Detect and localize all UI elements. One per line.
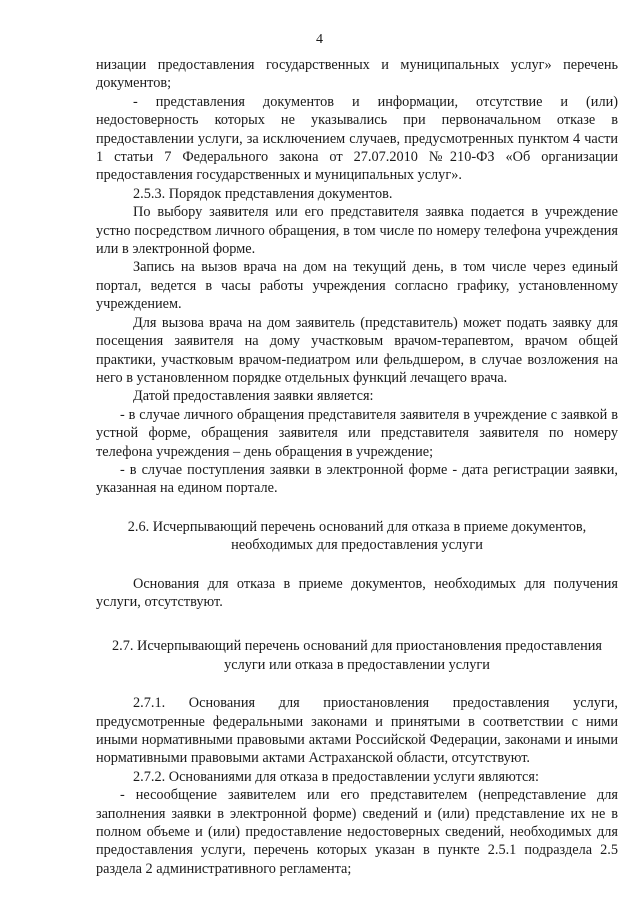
- paragraph: Основания для отказа в приеме документов, необходимых для получения услуги, отсутствуют.: [96, 575, 618, 610]
- page-number: 4: [316, 32, 323, 47]
- list-item: - несообщение заявителем или его представителем (непредставление для заполнения заявки в электронной форме) сведений и (или) представление их не в полном объеме и (или) предоставление недостоверных сведений, необходимых для предоставления услуги, перечень которых указан в пункте 2.5.1 подраздела 2.5 раздела 2 административного регламента;: [96, 787, 618, 877]
- document-body: [96, 56, 618, 878]
- section-heading-2-6: 2.6. Исчерпывающий перечень оснований для отказа в приеме документов, необходимых для предоставления услуги: [127, 518, 587, 554]
- section-heading-2-7: 2.7. Исчерпывающий перечень оснований для приостановления предоставления услуги или отказа в предоставлении услуги: [111, 638, 602, 673]
- paragraph: Для вызова врача на дом заявитель (представитель) может подать заявку для посещения заявителя на дому участковым врачом-терапевтом, врачом общей практики, участковым врачом-педиатром или фельдшером, в случае возложения на него в установленном порядке отдельных функций лечащего врача.: [96, 314, 618, 386]
- paragraph: - представления документов и информации, отсутствие и (или) недостоверность которых не указывались при первоначальном отказе в предоставлении услуги, за исключением случаев, предусмотренных пунктом 4 части 1 статьи 7 Федерального закона от 27.07.2010 №210-ФЗ «Об организации предоставления государственных и муниципальных услуг».: [96, 93, 618, 184]
- paragraph: низации предоставления государственных и муниципальных услуг» перечень документов;: [96, 57, 618, 92]
- subsection-title: 2.5.3. Порядок представления документов.: [133, 185, 393, 202]
- list-item: - в случае поступления заявки в электронной форме - дата регистрации заявки, указанная на едином портале.: [96, 461, 618, 497]
- paragraph: 2.7.1. Основания для приостановления предоставления услуги, предусмотренные федеральными законами и принятыми в соответствии с ними иными нормативными правовыми актами Российской Федерации, законами и иными нормативными правовыми актами Астраханской области, отсутствуют.: [96, 695, 618, 767]
- paragraph: По выбору заявителя или его представителя заявка подается в учреждение устно посредством личного обращения, в том числе по номеру телефона учреждения или в электронной форме.: [96, 204, 618, 258]
- paragraph: Датой предоставления заявки является:: [133, 388, 374, 405]
- paragraph: Запись на вызов врача на дом на текущий день, в том числе через единый портал, ведется в часы работы учреждения согласно графику, установленному учреждением.: [96, 259, 618, 313]
- list-item: - в случае личного обращения представителя заявителя в учреждение с заявкой в устной форме, обращения заявителя или представителя заявителя по номеру телефона учреждения – день обращения в учреждение;: [96, 406, 618, 460]
- paragraph: 2.7.2. Основаниями для отказа в предоставлении услуги являются:: [133, 768, 539, 785]
